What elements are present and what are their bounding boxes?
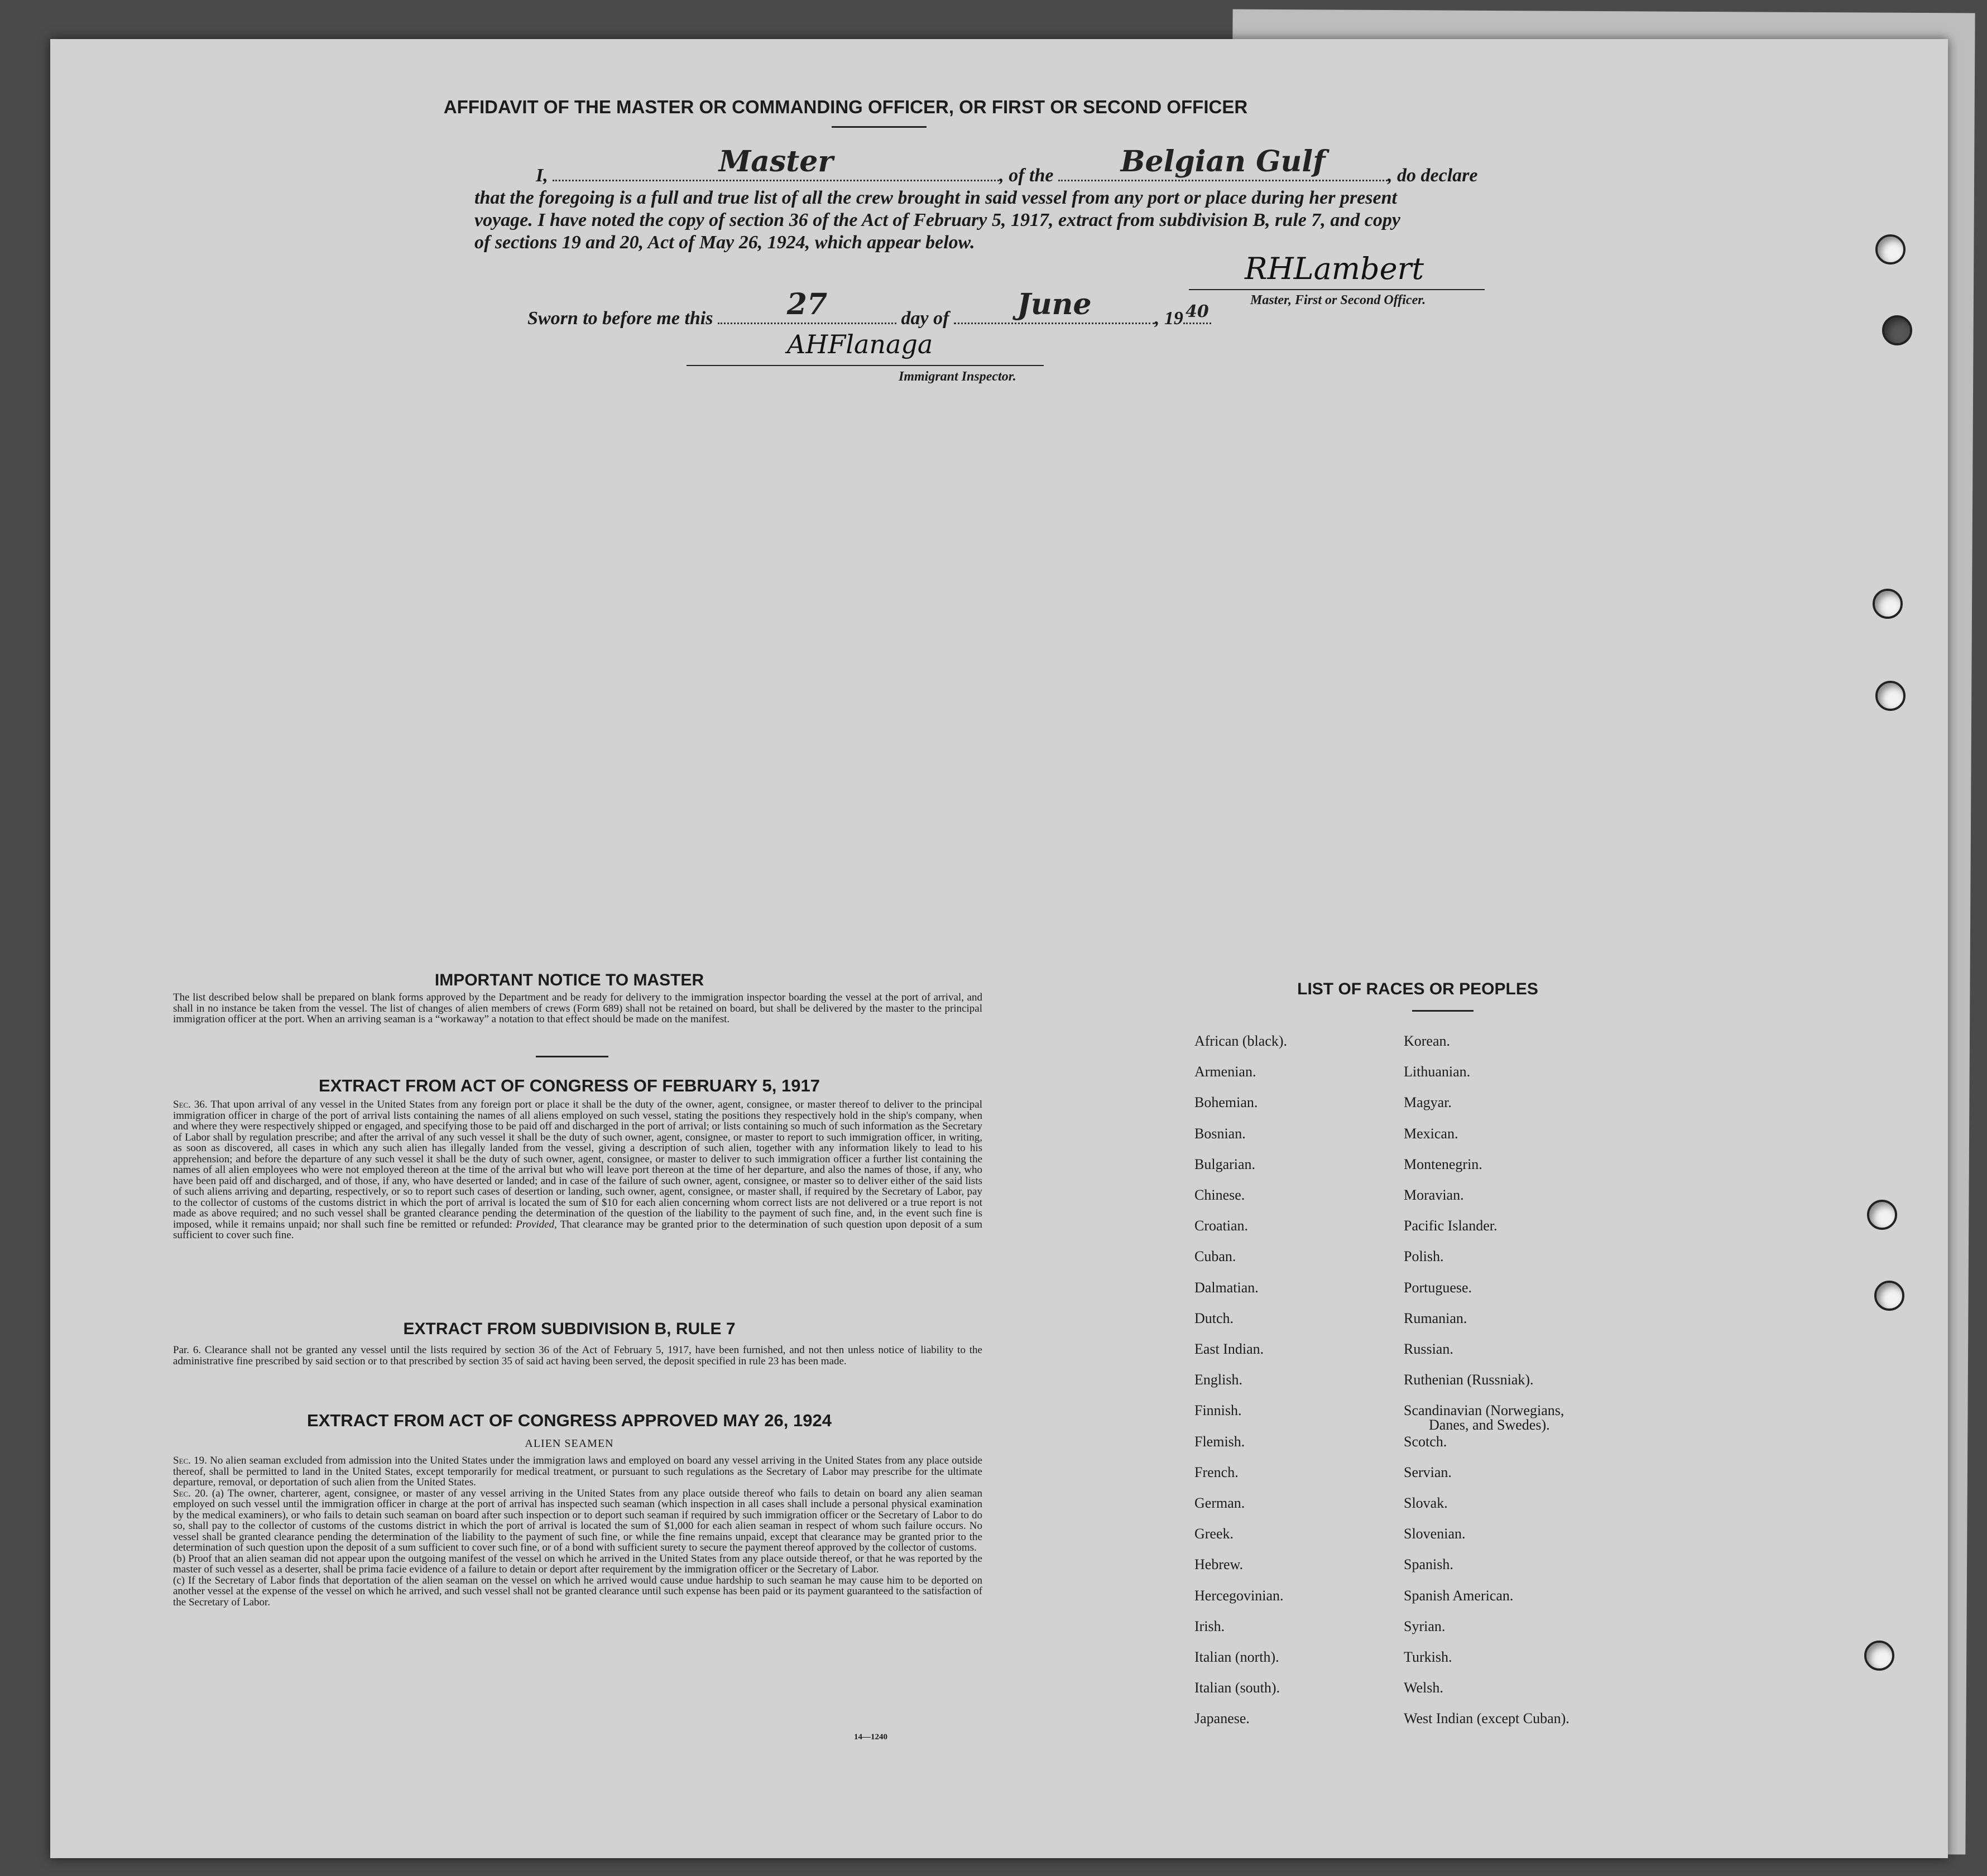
race-item: Hercegovinian. — [1194, 1587, 1284, 1604]
race-item: Bosnian. — [1194, 1125, 1246, 1142]
provided-label: Provided, — [516, 1218, 557, 1230]
sec-20a-text: (a) The owner, charterer, agent, consignee, or master of any vessel arriving in the United States from any place outside thereof who fails to detain on board any alien seaman employed on such vessel until the immigration officer in charge at the port of arrival has inspected such seaman (which inspection in all cases shall include a personal physical examination by the medical examiners), or who fails to detain such seaman on board after such inspection or to deport such seaman if required by such immigration officer or the Secretary of Labor to do so, shall pay to the collector of customs of the customs district in which the port of arrival is located the sum of $1,000 for each alien seaman in respect of whom such failure occurs. No vessel shall be granted clearance pending the determination of the liability to the payment of such fine, or while the fine remains unpaid, except that clearance may be granted prior to the determination of such question upon the deposit of a sum sufficient to cover such fine, or of a bond with sufficient surety to secure the payment thereof approved by the collector of customs. — [173, 1487, 983, 1553]
extract-1924-body — [156, 1455, 982, 1608]
race-item: Bohemian. — [1194, 1094, 1258, 1111]
alien-seamen-subtitle: ALIEN SEAMEN — [525, 1437, 614, 1450]
sworn-label: Sworn to before me this — [527, 308, 713, 329]
extract-1917-title: EXTRACT FROM ACT OF CONGRESS OF FEBRUARY 5, 1917 — [319, 1076, 820, 1095]
race-item: Finnish. — [1194, 1402, 1242, 1419]
race-item: Chinese. — [1194, 1187, 1245, 1203]
race-item: Magyar. — [1404, 1094, 1452, 1111]
race-item: English. — [1194, 1372, 1242, 1388]
race-item: African (black). — [1194, 1033, 1288, 1049]
race-item: Montenegrin. — [1404, 1156, 1482, 1172]
race-item: French. — [1194, 1464, 1239, 1480]
sec-20b-text: (b) Proof that an alien seaman did not appear upon the outgoing manifest of the vessel on which he arrived in the United States from any place outside thereof, or that he was reported by the master of such vessel as a deserter, shall be prima facie evidence of a failure to detain or deport after requirement by the immigration officer or the Secretary of Labor. — [173, 1552, 982, 1575]
master-signature: RHLambert — [1245, 251, 1424, 286]
form-page — [50, 39, 1948, 1858]
inspector-caption: Immigrant Inspector. — [899, 369, 1016, 384]
race-item: Lithuanian. — [1404, 1064, 1471, 1080]
sec-20a-paragraph — [156, 1488, 982, 1553]
race-item: Scotch. — [1404, 1433, 1447, 1450]
race-item: Mexican. — [1404, 1125, 1458, 1142]
binder-hole — [1864, 1641, 1894, 1671]
officer-caption: Master, First or Second Officer. — [1250, 293, 1426, 307]
month-handwritten: June — [1017, 287, 1092, 321]
race-item: Italian (north). — [1194, 1649, 1279, 1665]
race-item: Bulgarian. — [1194, 1156, 1256, 1172]
sec-19-paragraph — [156, 1455, 982, 1488]
race-item: Irish. — [1194, 1618, 1225, 1634]
signature-line — [687, 365, 1044, 366]
race-item: Hebrew. — [1194, 1556, 1244, 1573]
day-field — [718, 287, 896, 324]
sec-36-tail: That clearance may be granted prior to the determination of such question upon deposit of a sum sufficient to cover such fine. — [173, 1218, 982, 1241]
vessel-name-field — [1058, 145, 1388, 181]
race-item: Slovenian. — [1404, 1526, 1466, 1542]
sec-36-label: Sec. 36. — [173, 1099, 208, 1110]
race-item: Korean. — [1404, 1033, 1451, 1049]
i-label: I, — [536, 165, 548, 186]
rule7-title: EXTRACT FROM SUBDIVISION B, RULE 7 — [403, 1320, 736, 1338]
race-item-continuation: Danes, and Swedes). — [1429, 1417, 1550, 1434]
affidavit-line-2: that the foregoing is a full and true list of all the crew brought in said vessel from any port or place during her present — [474, 187, 1397, 208]
race-item: Dutch. — [1194, 1310, 1234, 1326]
race-item: Russian. — [1404, 1341, 1453, 1357]
divider — [1412, 1010, 1474, 1012]
race-item: Italian (south). — [1194, 1680, 1280, 1696]
sec-20-label: Sec. 20. — [173, 1487, 208, 1499]
race-item: Flemish. — [1194, 1433, 1245, 1450]
month-field — [954, 287, 1155, 324]
sec-19-text: No alien seaman excluded from admission into the United States under the immigration laws and employed on board any vessel arriving in the United States from any place outside thereof, shall be permitted to land in the United States, except temporarily for medical treatment, or pursuant to such regulations as the Secretary of Labor may prescribe for the ultimate departure, removal, or deportation of such alien from the United States. — [173, 1455, 982, 1488]
affidavit-line-1 — [536, 145, 1478, 186]
notice-body — [156, 992, 982, 1025]
affidavit-title: AFFIDAVIT OF THE MASTER OR COMMANDING OFFICER, OR FIRST OR SECOND OFFICER — [443, 97, 1248, 117]
affidavit-line-3: voyage. I have noted the copy of section 36 of the Act of February 5, 1917, extract from subdivision B, rule 7, and copy — [474, 210, 1400, 230]
race-item: Armenian. — [1194, 1064, 1256, 1080]
race-item: Cuban. — [1194, 1248, 1236, 1265]
sec-36-text: That upon arrival of any vessel in the United States from any foreign port or place it shall be the duty of the owner, agent, consignee, or master thereof to deliver to the principal immigration officer in charge of the port of arrival lists containing the names of all aliens employed on such vessel, stating the positions they respectively hold in the ship's company, when and where they were respectively shipped or engaged, and specifying those to be paid off and discharged in the port of arrival; or lists containing so much of such information as the Secretary of Labor shall by regulation prescribe; and after the arrival of any such vessel it shall be the duty of such owner, agent, consignee, or master to report to such immigration officer, in writing, as soon as discovered, all cases in which any such alien has illegally landed from the vessel, giving a description of such alien, together with any information likely to lead to his apprehension; and before the departure of any such vessel it shall be the duty of such owner, agent, consignee, or master to deliver to such immigration officer a further list containing the names of all alien employees who were not employed thereon at the time of the arrival but who will leave port thereon at the time of her departure, and also the names of those, if any, who have been paid off and discharged, and of those, if any, who have deserted or landed; and in case of the failure of such owner, agent, consignee, or master so to deliver either of the said lists of such aliens arriving and departing, respectively, or so to report such cases of desertion or landing, such owner, agent, consignee, or master shall, if required by the Secretary of Labor, pay to the collector of customs of the customs district in which the port of arrival is located the sum of $10 for each alien concerning whom correct lists are not delivered or a true report is not made as above required; and no such vessel shall be granted clearance pending the determination of the question of the liability to the payment of such fine, and, in the event such fine is imposed, while it remains unpaid; nor shall such fine be remitted or refunded: — [173, 1099, 982, 1230]
race-item: Scandinavian (Norwegians, — [1404, 1402, 1564, 1419]
vessel-handwritten: Belgian Gulf — [1120, 145, 1326, 179]
binder-hole — [1882, 315, 1912, 345]
divider — [832, 126, 927, 128]
race-item: Turkish. — [1404, 1649, 1452, 1665]
race-item: Syrian. — [1404, 1618, 1446, 1634]
year-field — [1183, 302, 1211, 324]
race-item: Rumanian. — [1404, 1310, 1467, 1326]
race-item: Welsh. — [1404, 1680, 1443, 1696]
day-of-label: day of — [901, 308, 949, 329]
par-6-text: Par. 6. Clearance shall not be granted any vessel until the lists required by section 36 of the Act of February 5, 1917, have been furnished, and not then unless notice of liability to the administrative fine prescribed by said section or to that prescribed by section 35 of said act having been served, the deposit specified in rule 23 has been made. — [173, 1344, 982, 1367]
race-item: German. — [1194, 1495, 1245, 1511]
sec-36-paragraph — [156, 1099, 982, 1241]
signature-line — [1189, 289, 1485, 290]
race-item: Portuguese. — [1404, 1279, 1472, 1296]
year-prefix: , 19 — [1154, 308, 1183, 329]
master-name-field — [553, 145, 999, 181]
race-item: Pacific Islander. — [1404, 1218, 1498, 1234]
form-number: 14—1240 — [854, 1733, 887, 1742]
race-item: West Indian (except Cuban). — [1404, 1710, 1570, 1727]
binder-hole — [1873, 589, 1903, 619]
notice-text: The list described below shall be prepared on blank forms approved by the Department and be ready for delivery to the immigration inspector boarding the vessel at the port of arrival, and shall in no instance be taken from the vessel. The list of changes of alien members of crews (Form 689) shall not be retained on board, but shall be delivered by the master to the principal immigration officer at the port. When an arriving seaman is a “workaway” a notation to that effect should be made on the manifest. — [173, 992, 982, 1025]
race-item: Croatian. — [1194, 1218, 1249, 1234]
notice-title: IMPORTANT NOTICE TO MASTER — [434, 971, 704, 989]
race-item: Spanish. — [1404, 1556, 1453, 1573]
binder-hole — [1875, 681, 1906, 711]
race-item: Polish. — [1404, 1248, 1444, 1265]
race-item: Spanish American. — [1404, 1587, 1514, 1604]
binder-hole — [1867, 1200, 1897, 1230]
rule7-body — [156, 1345, 982, 1367]
races-title: LIST OF RACES OR PEOPLES — [1297, 980, 1538, 998]
race-item: Servian. — [1404, 1464, 1452, 1480]
affidavit-line-4: of sections 19 and 20, Act of May 26, 1924, which appear below. — [474, 232, 975, 253]
race-item: East Indian. — [1194, 1341, 1264, 1357]
year-handwritten: 40 — [1186, 302, 1209, 321]
inspector-signature: AHFlanaga — [787, 329, 933, 359]
master-handwritten: Master — [718, 145, 833, 179]
race-item: Ruthenian (Russniak). — [1404, 1372, 1534, 1388]
binder-hole — [1875, 234, 1906, 264]
extract-1917-body — [156, 1099, 982, 1241]
race-item: Greek. — [1194, 1526, 1234, 1542]
extract-1924-title: EXTRACT FROM ACT OF CONGRESS APPROVED MAY 26, 1924 — [307, 1411, 832, 1430]
race-item: Slovak. — [1404, 1495, 1448, 1511]
race-item: Moravian. — [1404, 1187, 1464, 1203]
day-handwritten: 27 — [786, 287, 828, 321]
of-the-label: , of the — [999, 165, 1054, 186]
race-item: Japanese. — [1194, 1710, 1250, 1727]
sec-20c-text: (c) If the Secretary of Labor finds that deportation of the alien seaman on the vessel on which he arrived would cause undue hardship to such seaman he may cause him to be deported on another vessel at the expense of the vessel on which he arrived, and such vessel shall not be granted clearance until such expense has been paid or its payment guaranteed to the satisfaction of the Secretary of Labor. — [173, 1574, 982, 1608]
race-item: Dalmatian. — [1194, 1279, 1259, 1296]
do-declare-label: , do declare — [1388, 165, 1478, 186]
binder-hole — [1874, 1281, 1904, 1311]
divider — [536, 1056, 608, 1057]
sworn-line — [527, 287, 1211, 329]
sec-19-label: Sec. 19. — [173, 1455, 207, 1466]
